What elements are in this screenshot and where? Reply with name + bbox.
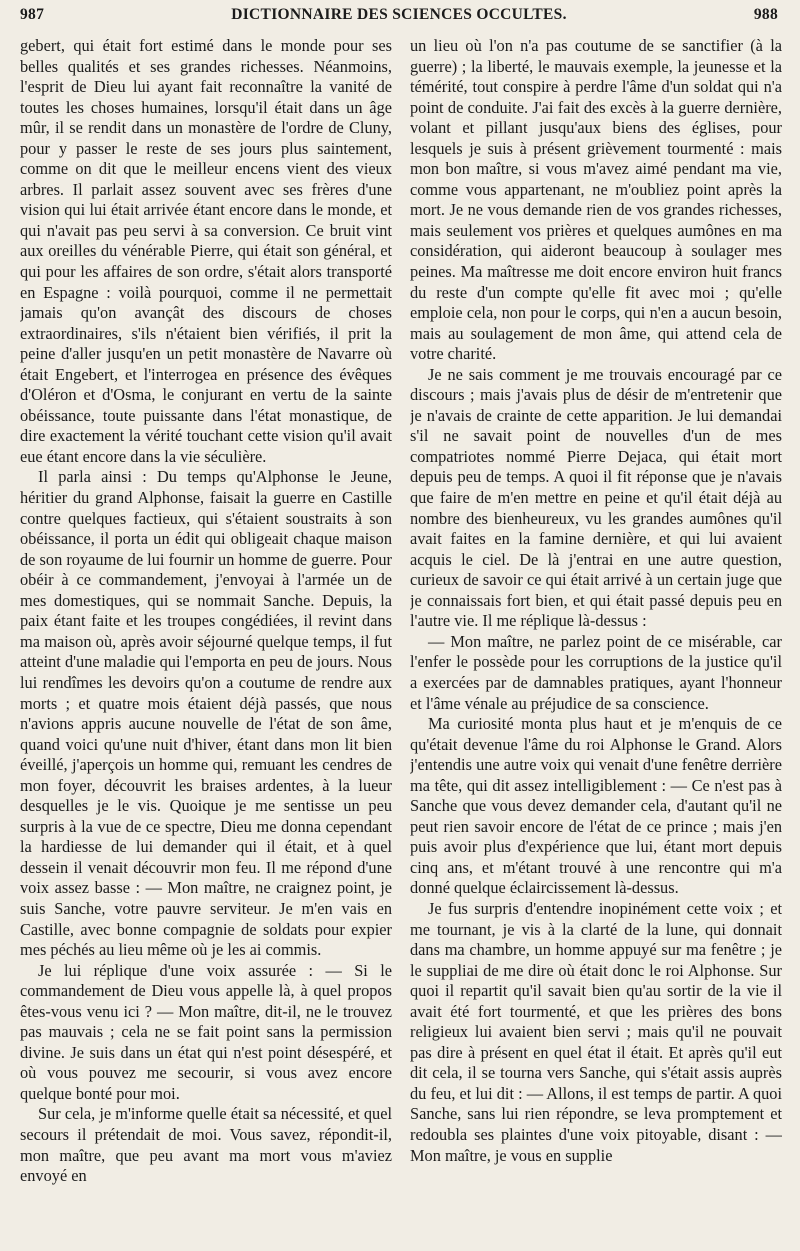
- paragraph: un lieu où l'on n'a pas coutume de se sanctifier (à la guerre) ; la liberté, le mauvais exemple, la jeunesse et la témérité, tout conspire à perdre l'âme d'un soldat qui n'a point de conduite. J'ai fait des excès à la guerre dernière, volant et pillant jusqu'aux biens des églises, pour lesquels je suis à présent grièvement tourmenté : mais mon bon maître, si vous m'avez aimé pendant ma vie, comme vous appartenant, ne m'oubliez point après la mort. Je ne vous demande rien de vos grandes richesses, mais seulement vos prières et quelques aumônes en ma considération, qui aideront beaucoup à soulager mes peines. Ma maîtresse me doit encore environ huit francs du reste d'un compte qu'elle fit avec moi ; qu'elle emploie cela, non pour le corps, qui n'en a aucun besoin, mais au soulagement de mon âme, qui attend cela de votre charité.: [410, 36, 782, 364]
- paragraph: Je ne sais comment je me trouvais encouragé par ce discours ; mais j'avais plus de désir de m'entretenir que je n'avais de crainte de cette apparition. Je lui demandai s'il ne savait point de nouvelles d'un de mes compatriotes nommé Pierre Dejaca, qui était mort depuis peu de temps. A quoi il fit réponse que je n'avais que faire de m'en mettre en peine et qu'il était déjà au nombre des bienheureux, vu les grandes aumônes qu'il avait faites en la famine dernière, et qui lui avaient acquis le ciel. De là j'entrai en une autre question, curieux de savoir ce qui était arrivé à un certain juge que je connaissais fort bien, et qui était passé depuis peu en l'autre vie. Il me réplique là-dessus :: [410, 364, 782, 631]
- page-number-right: 988: [753, 6, 778, 23]
- running-title: DICTIONNAIRE DES SCIENCES OCCULTES.: [231, 6, 567, 23]
- paragraph: Sur cela, je m'informe quelle était sa nécessité, et quel secours il prétendait de moi. Vous savez, répondit-il, mon maître, que peu avant ma mort vous m'aviez envoyé en: [20, 1104, 392, 1186]
- left-column: [20, 36, 392, 1246]
- page-header: [20, 6, 778, 28]
- paragraph: Il parla ainsi : Du temps qu'Alphonse le Jeune, héritier du grand Alphonse, faisait la guerre en Castille contre quelques factieux, qui s'étaient soustraits à son obéissance, il porta un édit qui obligeait chaque maison de son royaume de lui fournir un homme de guerre. Pour obéir à ce commandement, j'envoyai à l'armée un de mes domestiques, qui se nommait Sanche. Depuis, la paix étant faite et les troupes congédiées, il revint dans ma maison où, après avoir séjourné quelque temps, il fut atteint d'une maladie qui l'emporta en peu de jours. Nous lui rendîmes les devoirs qu'on a coutume de rendre aux morts ; et quatre mois étaient déjà passés, que nous n'avions appris aucune nouvelle de l'état de son âme, quand voici qu'une nuit d'hiver, étant dans mon lit bien éveillé, j'aperçois un homme qui, remuant les cendres de mon foyer, découvrit les braises ardentes, à la lueur desquelles je le vis. Quoique je me sentisse un peu surpris à la vue de ce spectre, Dieu me donna cependant la hardiesse de lui demander qui il était, et à quel dessein il venait découvrir mon feu. Il me répond d'une voix assez basse : — Mon maître, ne craignez point, je suis Sanche, votre pauvre serviteur. Je m'en vais en Castille, avec bonne compagnie de soldats pour expier mes péchés au lieu même où je les ai commis.: [20, 467, 392, 960]
- paragraph: Je fus surpris d'entendre inopinément cette voix ; et me tournant, je vis à la clarté de la lune, qui donnait dans ma chambre, un homme appuyé sur ma fenêtre ; je le suppliai de me dire où était donc le roi Alphonse. Sur quoi il repartit qu'il savait bien qu'au sortir de la vie il avait été fort tourmenté, et que les prières des bons religieux lui avaient bien servi ; mais qu'il ne pouvait pas dire à présent en quel état il était. Et après qu'il eut dit cela, il se tourna vers Sanche, qui s'était assis auprès du feu, et lui dit : — Allons, il est temps de partir. A quoi Sanche, sans lui rien répondre, se leva promptement et redoubla ses plaintes d'une voix pitoyable, disant : — Mon maître, je vous en supplie: [410, 898, 782, 1165]
- paragraph: — Mon maître, ne parlez point de ce misérable, car l'enfer le possède pour les corruptions de la justice qu'il a exercées par de damnables pratiques, ayant l'honneur et l'âme vénale au préjudice de sa conscience.: [410, 631, 782, 713]
- page-number-left: 987: [20, 6, 45, 23]
- paragraph: Ma curiosité monta plus haut et je m'enquis de ce qu'était devenue l'âme du roi Alphonse le Grand. Alors j'entendis une autre voix qui venait d'une fenêtre derrière ma tête, qui dit assez intelligiblement : — Ce n'est pas à Sanche que vous devez demander cela, d'autant qu'il ne peut rien savoir encore de l'état de ce prince ; mais j'en puis avoir plus d'expérience que lui, étant mort depuis cinq ans, et m'étant trouvé à une rencontre qui m'a donné quelque éclaircissement là-dessus.: [410, 714, 782, 898]
- right-column: [410, 36, 782, 1246]
- paragraph: Je lui réplique d'une voix assurée : — Si le commandement de Dieu vous appelle là, à quel propos êtes-vous venu ici ? — Mon maître, dit-il, ne le trouvez pas mauvais ; cela ne se fait point sans la permission divine. Je suis dans un état qui n'est point désespéré, et où vous pouvez me secourir, si vous avez encore quelque bonté pour moi.: [20, 960, 392, 1103]
- paragraph: gebert, qui était fort estimé dans le monde pour ses belles qualités et ses grandes richesses. Néanmoins, l'esprit de Dieu lui ayant fait reconnaître la vanité de toutes les choses humaines, lorsqu'il était dans un âge mûr, il se rendit dans un monastère de l'ordre de Cluny, pour y passer le reste de ses jours plus saintement, comme on dit que le meilleur encens vient des vieux arbres. Il parlait assez souvent avec ses frères d'une vision qui lui était arrivée étant encore dans le monde, et qui n'avait pas peu servi à sa conversion. Ce bruit vint aux oreilles du vénérable Pierre, qui était son général, et qui pour les affaires de son ordre, s'était alors transporté en Espagne : voilà pourquoi, comme il ne permettait jamais qu'on avançât des discours de choses extraordinaires, s'ils n'étaient bien vérifiés, il prit la peine d'aller jusqu'en un petit monastère de Navarre où était Engebert, et l'interrogea en présence des évêques d'Oléron et d'Osma, le conjurant en vertu de la sainte obéissance, toute puissante dans l'état monastique, de dire exactement la vérité touchant cette vision qu'il avait eue étant encore dans la vie séculière.: [20, 36, 392, 466]
